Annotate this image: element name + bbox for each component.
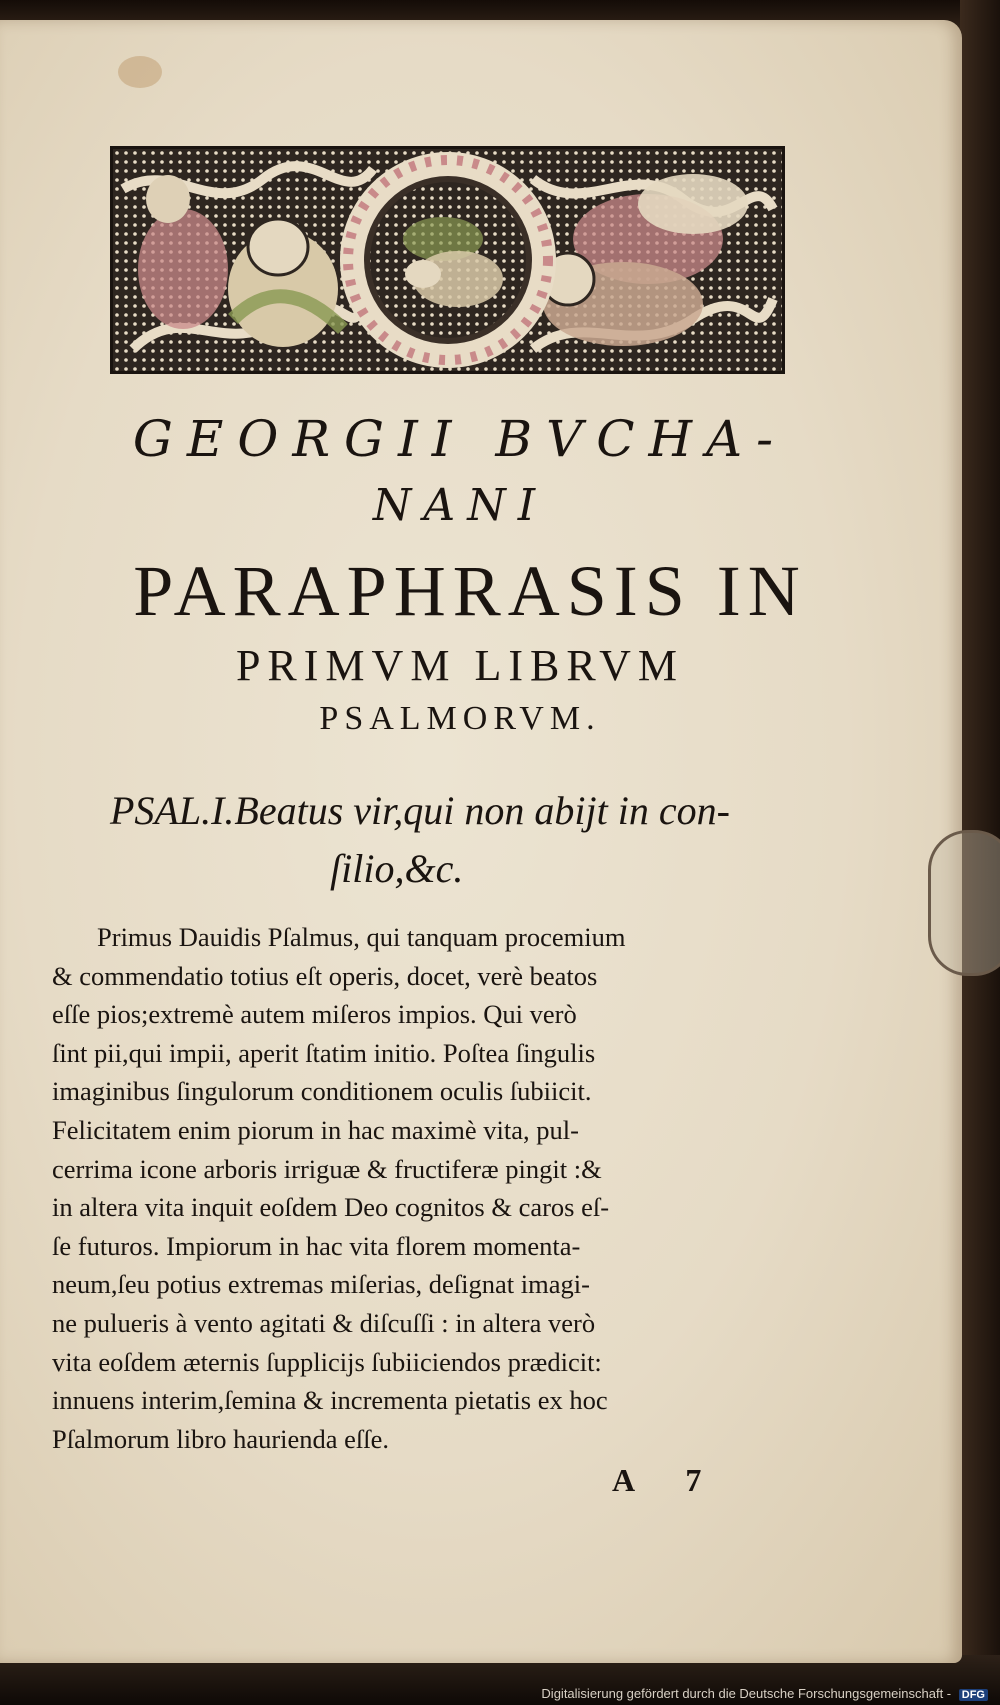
body-line: ne pulueris à vento agitati & diſcuſſi : in altera verò	[52, 1307, 596, 1338]
page-signature: A 7	[612, 1462, 724, 1498]
dfg-logo: DFG	[959, 1689, 988, 1701]
title-main: PARAPHRASIS IN	[133, 551, 807, 631]
body-line: innuens interim,ſemina & incrementa pietatis ex hoc	[52, 1385, 608, 1416]
title-second: PRIMVM LIBRVM	[235, 641, 685, 690]
title-third: PSALMORVM.	[319, 700, 601, 737]
author-line-2: NANI	[372, 480, 548, 531]
woodcut-headpiece	[110, 146, 785, 374]
body-line: imaginibus ſingulorum conditionem oculis ſubiicit.	[52, 1076, 592, 1107]
body-line: eſſe pios;extremè autem miſeros impios. Qui verò	[52, 999, 577, 1030]
body-line: & commendatio totius eſt operis, docet, verè beatos	[52, 960, 598, 991]
psalm-heading	[110, 782, 810, 898]
digitization-credit	[541, 1686, 988, 1701]
body-line: ſint pii,qui impii, aperit ſtatim initio. Poſtea ſingulis	[52, 1037, 596, 1068]
body-line: Pſalmorum libro haurienda eſſe.	[52, 1423, 390, 1454]
psalm-heading-line-2: ſilio,&c.	[330, 846, 464, 891]
clip-ring	[928, 830, 1000, 976]
paper-stain	[118, 56, 162, 88]
body-line: neum,ſeu potius extremas miſerias, deſignat imagi-	[52, 1269, 590, 1300]
body-line: ſe futuros. Impiorum in hac vita florem momenta-	[52, 1230, 581, 1261]
author-line-1: GEORGII BVCHA-	[132, 410, 788, 468]
body-line: in altera vita inquit eoſdem Deo cognitos & caros eſ-	[52, 1192, 610, 1223]
body-line: vita eoſdem æternis ſupplicijs ſubiiciendos prædicit:	[52, 1346, 602, 1377]
credit-text: Digitalisierung gefördert durch die Deutsche Forschungsgemeinschaft -	[541, 1686, 952, 1701]
body-line: Primus Dauidis Pſalmus, qui tanquam procemium	[97, 922, 626, 952]
body-line: cerrima icone arboris irriguæ & fructiferæ pingit :&	[52, 1153, 602, 1184]
body-paragraph	[52, 918, 822, 1458]
psalm-heading-line-1: PSAL.I.Beatus vir,qui non abijt in con-	[110, 788, 730, 833]
woodcut-illustration	[113, 149, 782, 371]
body-line: Felicitatem enim piorum in hac maximè vita, pul-	[52, 1114, 579, 1145]
